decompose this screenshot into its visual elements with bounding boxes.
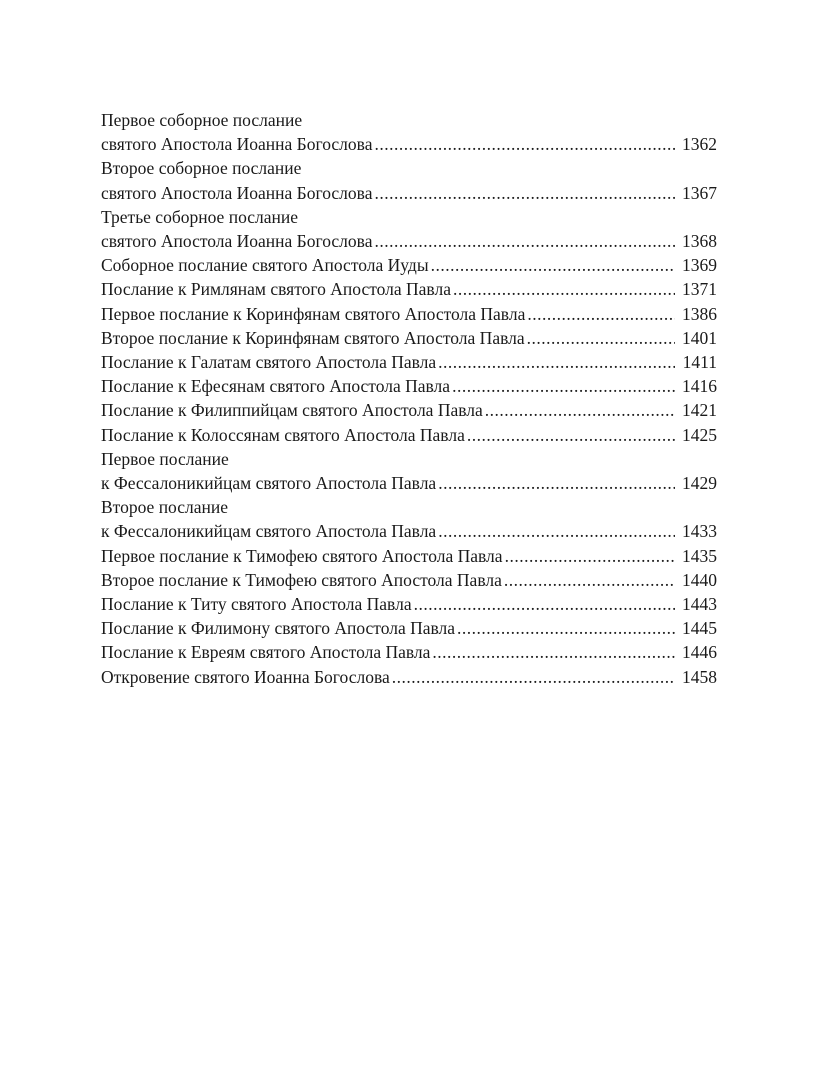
toc-entry [101, 326, 717, 350]
toc-entry-title: святого Апостола Иоанна Богослова [101, 231, 373, 252]
toc-entry-page-number: 1443 [682, 594, 717, 615]
toc-entry-title: Послание к Евреям святого Апостола Павла [101, 642, 431, 663]
dot-leader [432, 640, 675, 664]
toc-entry [101, 640, 717, 664]
toc-entry [101, 398, 717, 422]
dot-leader [467, 423, 675, 447]
dot-leader [374, 229, 675, 253]
toc-entry-page-number: 1433 [682, 521, 717, 542]
toc-entry-page-number: 1362 [682, 134, 717, 155]
dot-leader [374, 132, 675, 156]
toc-entry-page-number: 1367 [682, 182, 717, 203]
toc-entry [101, 374, 717, 398]
toc-entry [101, 253, 717, 277]
toc-entry [101, 423, 717, 447]
toc-entry-title: Послание к Филиппийцам святого Апостола Павла [101, 400, 483, 421]
toc-entry [101, 616, 717, 640]
toc-entry-first-line: Третье соборное послание [101, 206, 299, 227]
toc-entry-title: Послание к Галатам святого Апостола Павла [101, 352, 437, 373]
toc-entry-page-number: 1421 [682, 400, 717, 421]
dot-leader [527, 326, 675, 350]
toc-entry-page-number: 1371 [682, 279, 717, 300]
toc-entry-title: Послание к Римлянам святого Апостола Павла [101, 279, 451, 300]
toc-entry-page-number: 1446 [682, 642, 717, 663]
dot-leader [374, 181, 675, 205]
toc-entry [101, 447, 717, 495]
toc-entry-page-number: 1440 [682, 569, 717, 590]
toc-entry-page-number: 1369 [682, 255, 717, 276]
toc-entry [101, 568, 717, 592]
toc-entry [101, 495, 717, 543]
dot-leader [527, 302, 675, 326]
dot-leader [504, 568, 675, 592]
toc-entry-title: Послание к Ефесянам святого Апостола Павла [101, 376, 451, 397]
toc-entry-page-number: 1458 [682, 666, 717, 687]
dot-leader [438, 519, 675, 543]
toc-entry [101, 350, 717, 374]
toc-entry-page-number: 1386 [682, 303, 717, 324]
dot-leader [505, 544, 675, 568]
toc-entry-title: Соборное послание святого Апостола Иуды [101, 255, 429, 276]
toc-entry-page-number: 1445 [682, 618, 717, 639]
dot-leader [457, 616, 675, 640]
toc-entry-title: святого Апостола Иоанна Богослова [101, 182, 373, 203]
toc-entry-first-line: Второе послание [101, 497, 229, 518]
dot-leader [414, 592, 675, 616]
toc-entry [101, 592, 717, 616]
toc-entry-title: Первое послание к Тимофею святого Апостола Павла [101, 545, 503, 566]
toc-entry-page-number: 1416 [682, 376, 717, 397]
toc-entry-first-line: Первое соборное послание [101, 110, 303, 130]
dot-leader [431, 253, 675, 277]
toc-entry [101, 544, 717, 568]
toc-entry-page-number: 1368 [682, 231, 717, 252]
dot-leader [392, 665, 675, 689]
toc-entry [101, 277, 717, 301]
toc-entry-page-number: 1401 [682, 327, 717, 348]
toc-entry-first-line: Второе соборное послание [101, 158, 302, 179]
toc-entry-title: Послание к Колоссянам святого Апостола Павла [101, 424, 465, 445]
toc-entry-title: Первое послание к Коринфянам святого Апостола Павла [101, 303, 526, 324]
toc-entry [101, 665, 717, 689]
toc-entry-title: Послание к Титу святого Апостола Павла [101, 594, 412, 615]
toc-entry [101, 156, 717, 204]
toc-entry-title: Послание к Филимону святого Апостола Павла [101, 618, 456, 639]
toc-entry-first-line: Первое послание [101, 448, 229, 469]
toc-entry [101, 108, 717, 156]
toc-entry-title: к Фессалоникийцам святого Апостола Павла [101, 521, 437, 542]
toc-entry-page-number: 1429 [682, 473, 717, 494]
toc-entry-title: Второе послание к Коринфянам святого Апостола Павла [101, 327, 525, 348]
dot-leader [438, 471, 675, 495]
dot-leader [453, 277, 675, 301]
table-of-contents [101, 108, 717, 689]
toc-entry-title: Откровение святого Иоанна Богослова [101, 666, 390, 687]
dot-leader [452, 374, 675, 398]
toc-entry-page-number: 1411 [682, 352, 717, 373]
toc-entry [101, 302, 717, 326]
dot-leader [438, 350, 675, 374]
dot-leader [485, 398, 675, 422]
toc-entry-title: Второе послание к Тимофею святого Апостола Павла [101, 569, 502, 590]
toc-entry-page-number: 1425 [682, 424, 717, 445]
toc-entry-page-number: 1435 [682, 545, 717, 566]
toc-entry-title: к Фессалоникийцам святого Апостола Павла [101, 473, 437, 494]
toc-entry-title: святого Апостола Иоанна Богослова [101, 134, 373, 155]
toc-entry [101, 205, 717, 253]
